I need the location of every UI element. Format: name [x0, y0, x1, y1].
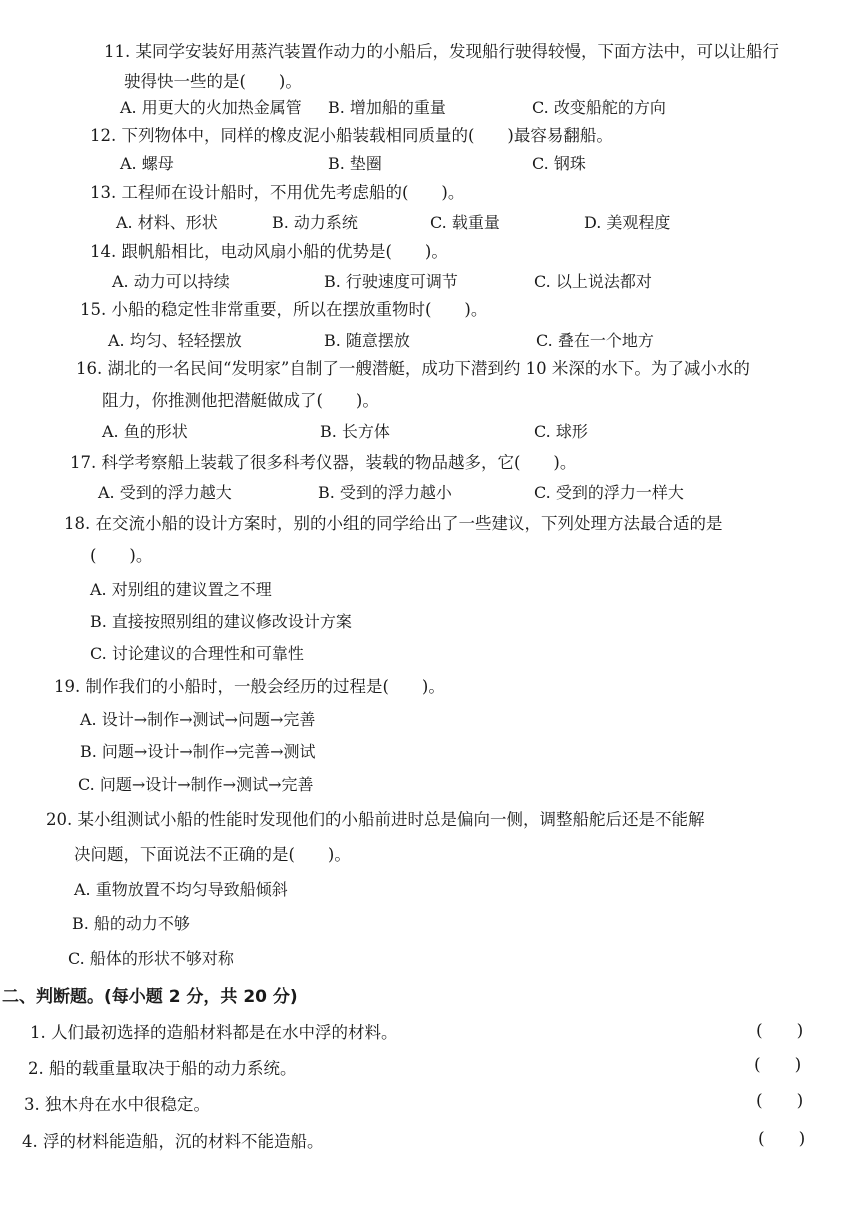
q14-option-c: C. 以上说法都对: [534, 272, 652, 291]
q14-stem-line1: 14. 跟帆船相比，电动风扇小船的优势是( )。: [90, 242, 448, 261]
q12-option-c: C. 钢珠: [532, 154, 586, 173]
q20-stem-line2: 决问题，下面说法不正确的是( )。: [74, 845, 351, 864]
q17-stem-line1: 17. 科学考察船上装载了很多科考仪器，装载的物品越多，它( )。: [70, 453, 577, 472]
q16-option-b: B. 长方体: [320, 422, 390, 441]
q13-option-b: B. 动力系统: [272, 213, 358, 232]
q13-option-d: D. 美观程度: [584, 213, 671, 232]
q16-option-c: C. 球形: [534, 422, 588, 441]
q20-option-c: C. 船体的形状不够对称: [68, 949, 234, 968]
q11-stem-line2: 驶得快一些的是( )。: [124, 72, 302, 91]
q11-option-b: B. 增加船的重量: [328, 98, 446, 117]
q13-option-a: A. 材料、形状: [116, 213, 218, 232]
q15-option-b: B. 随意摆放: [324, 331, 410, 350]
q15-option-a: A. 均匀、轻轻摆放: [108, 331, 242, 350]
section2-title: 二、判断题。(每小题 2 分，共 20 分): [2, 987, 298, 1007]
judge-answer-paren-1: ( ): [756, 1021, 804, 1041]
judge-item-3: 3. 独木舟在水中很稳定。: [24, 1095, 210, 1114]
q12-option-a: A. 螺母: [120, 154, 174, 173]
judge-item-4: 4. 浮的材料能造船，沉的材料不能造船。: [22, 1132, 324, 1151]
q18-stem-line2: ( )。: [90, 546, 153, 565]
judge-item-1: 1. 人们最初选择的造船材料都是在水中浮的材料。: [30, 1023, 398, 1042]
q14-option-b: B. 行驶速度可调节: [324, 272, 458, 291]
q19-stem-line1: 19. 制作我们的小船时，一般会经历的过程是( )。: [54, 677, 445, 696]
judge-item-2: 2. 船的载重量取决于船的动力系统。: [28, 1059, 297, 1078]
q13-option-c: C. 载重量: [430, 213, 500, 232]
judge-answer-paren-4: ( ): [758, 1129, 806, 1149]
q11-option-a: A. 用更大的火加热金属管: [120, 98, 302, 117]
judge-answer-paren-3: ( ): [756, 1091, 804, 1111]
q17-option-b: B. 受到的浮力越小: [318, 483, 452, 502]
q11-stem-line1: 11. 某同学安装好用蒸汽装置作动力的小船后，发现船行驶得较慢，下面方法中，可以让船行: [104, 42, 779, 61]
q16-stem-line1: 16. 湖北的一名民间“发明家”自制了一艘潜艇，成功下潜到约 10 米深的水下。为了减小水的: [76, 359, 750, 378]
q18-option-a: A. 对别组的建议置之不理: [90, 580, 272, 599]
q12-stem-line1: 12. 下列物体中，同样的橡皮泥小船装载相同质量的( )最容易翻船。: [90, 126, 613, 145]
q14-option-a: A. 动力可以持续: [112, 272, 230, 291]
q19-option-c: C. 问题→设计→制作→测试→完善: [78, 775, 314, 794]
q16-option-a: A. 鱼的形状: [102, 422, 188, 441]
q16-stem-line2: 阻力，你推测他把潜艇做成了( )。: [102, 391, 379, 410]
q19-option-a: A. 设计→制作→测试→问题→完善: [80, 710, 316, 729]
q15-stem-line1: 15. 小船的稳定性非常重要，所以在摆放重物时( )。: [80, 300, 488, 319]
q17-option-c: C. 受到的浮力一样大: [534, 483, 684, 502]
q18-stem-line1: 18. 在交流小船的设计方案时，别的小组的同学给出了一些建议，下列处理方法最合适的是: [64, 514, 723, 533]
q15-option-c: C. 叠在一个地方: [536, 331, 654, 350]
q11-option-c: C. 改变船舵的方向: [532, 98, 666, 117]
q17-option-a: A. 受到的浮力越大: [98, 483, 232, 502]
judge-answer-paren-2: ( ): [754, 1055, 802, 1075]
q20-option-b: B. 船的动力不够: [72, 914, 190, 933]
q12-option-b: B. 垫圈: [328, 154, 382, 173]
q18-option-b: B. 直接按照别组的建议修改设计方案: [90, 612, 352, 631]
q20-stem-line1: 20. 某小组测试小船的性能时发现他们的小船前进时总是偏向一侧，调整船舵后还是不能解: [46, 810, 705, 829]
q19-option-b: B. 问题→设计→制作→完善→测试: [80, 742, 316, 761]
q13-stem-line1: 13. 工程师在设计船时，不用优先考虑船的( )。: [90, 183, 465, 202]
q20-option-a: A. 重物放置不均匀导致船倾斜: [74, 880, 288, 899]
q18-option-c: C. 讨论建议的合理性和可靠性: [90, 644, 304, 663]
